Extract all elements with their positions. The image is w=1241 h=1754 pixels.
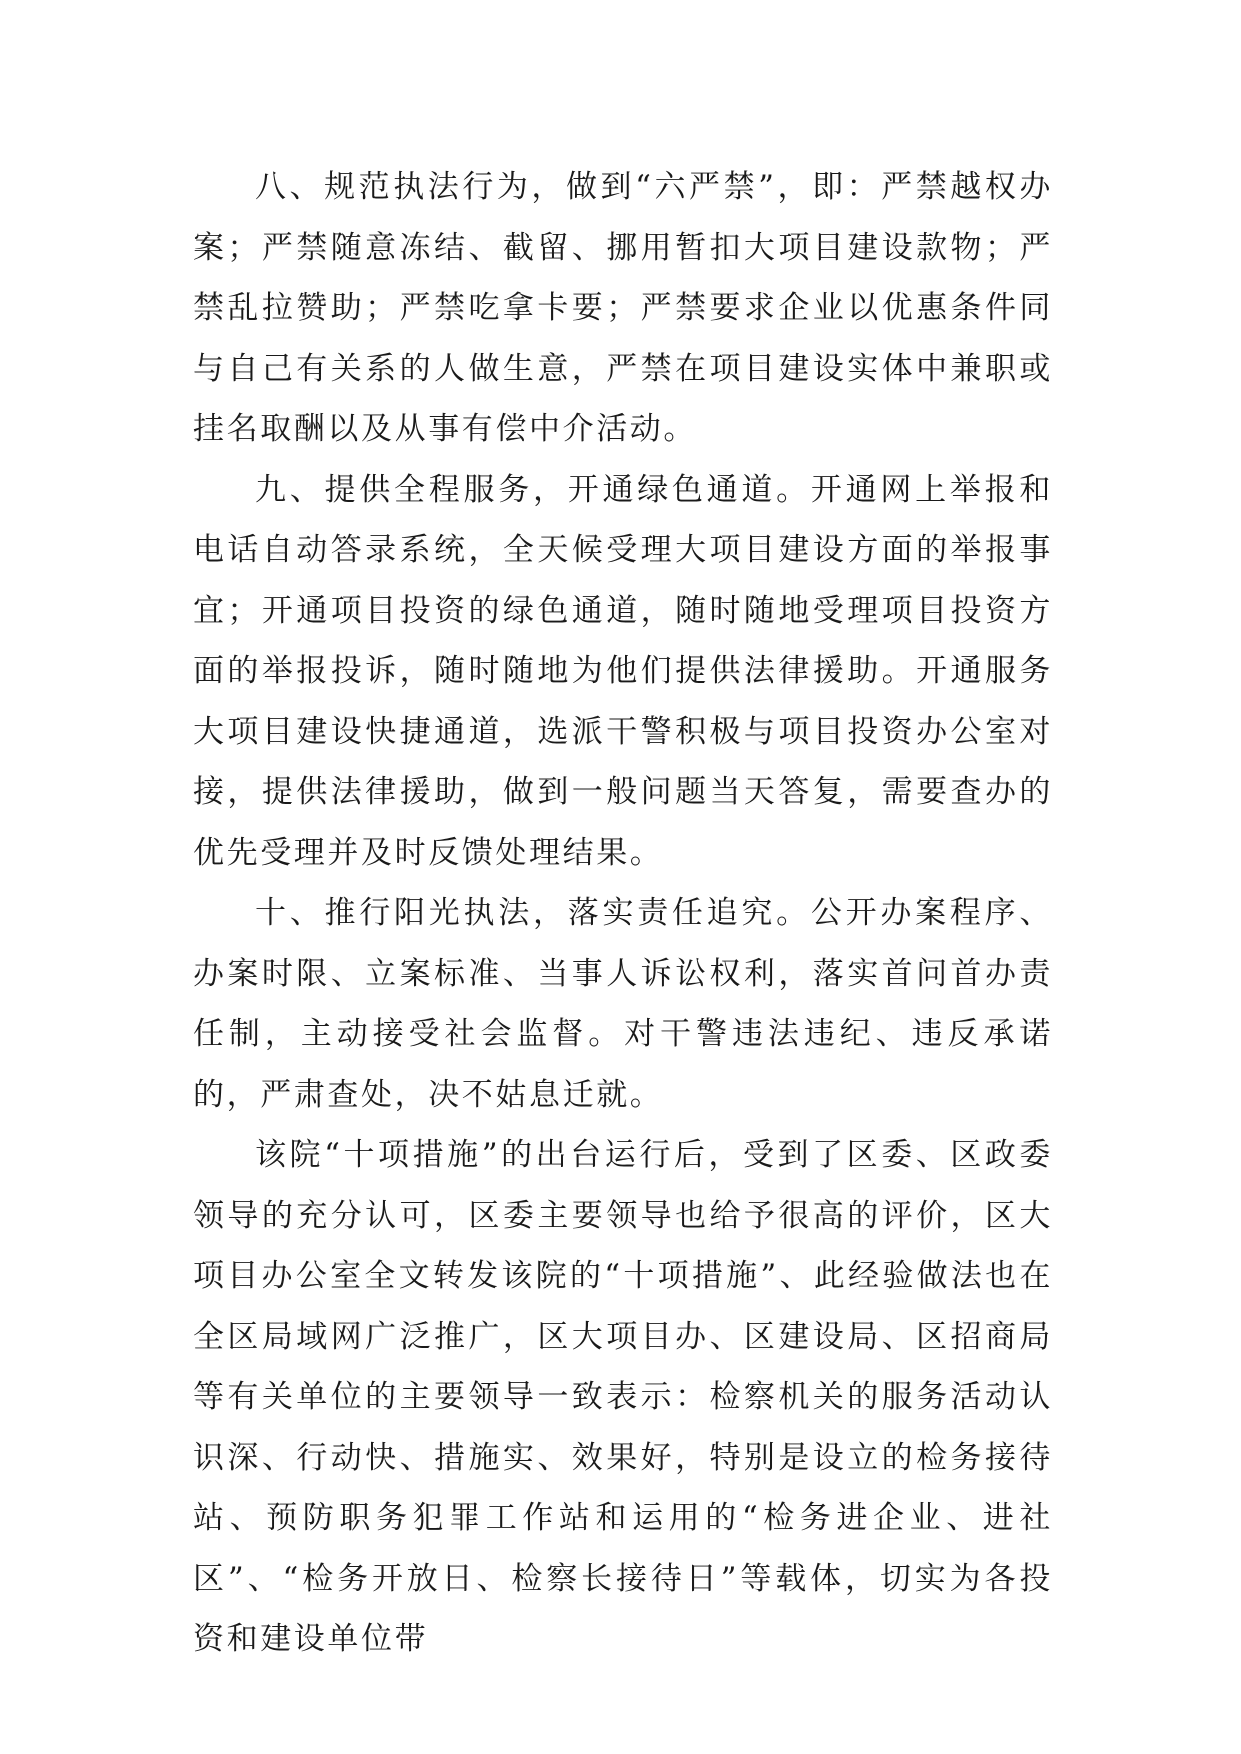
document-body <box>193 157 1053 1670</box>
paragraph-eight: 八、规范执法行为，做到“六严禁”，即：严禁越权办案；严禁随意冻结、截留、挪用暂扣大项目建设款物；严禁乱拉赞助；严禁吃拿卡要；严禁要求企业以优惠条件同与自己有关系的人做生意，严禁在项目建设实体中兼职或挂名取酬以及从事有偿中介活动。 <box>193 169 1053 447</box>
paragraph-nine: 九、提供全程服务，开通绿色通道。开通网上举报和电话自动答录系统，全天候受理大项目建设方面的举报事宜；开通项目投资的绿色通道，随时随地受理项目投资方面的举报投诉，随时随地为他们提供法律援助。开通服务大项目建设快捷通道，选派干警积极与项目投资办公室对接，提供法律援助，做到一般问题当天答复，需要查办的优先受理并及时反馈处理结果。 <box>193 471 1053 871</box>
paragraph-summary: 该院“十项措施”的出台运行后，受到了区委、区政委领导的充分认可，区委主要领导也给予很高的评价，区大项目办公室全文转发该院的“十项措施”、此经验做法也在全区局域网广泛推广，区大项目办、区建设局、区招商局等有关单位的主要领导一致表示：检察机关的服务活动认识深、行动快、措施实、效果好，特别是设立的检务接待站、预防职务犯罪工作站和运用的“检务进企业、进社区”、“检务开放日、检察长接待日”等载体，切实为各投资和建设单位带 <box>193 1137 1053 1657</box>
paragraph-ten: 十、推行阳光执法，落实责任追究。公开办案程序、办案时限、立案标准、当事人诉讼权利，落实首问首办责任制，主动接受社会监督。对干警违法违纪、违反承诺的，严肃查处，决不姑息迁就。 <box>193 895 1053 1113</box>
